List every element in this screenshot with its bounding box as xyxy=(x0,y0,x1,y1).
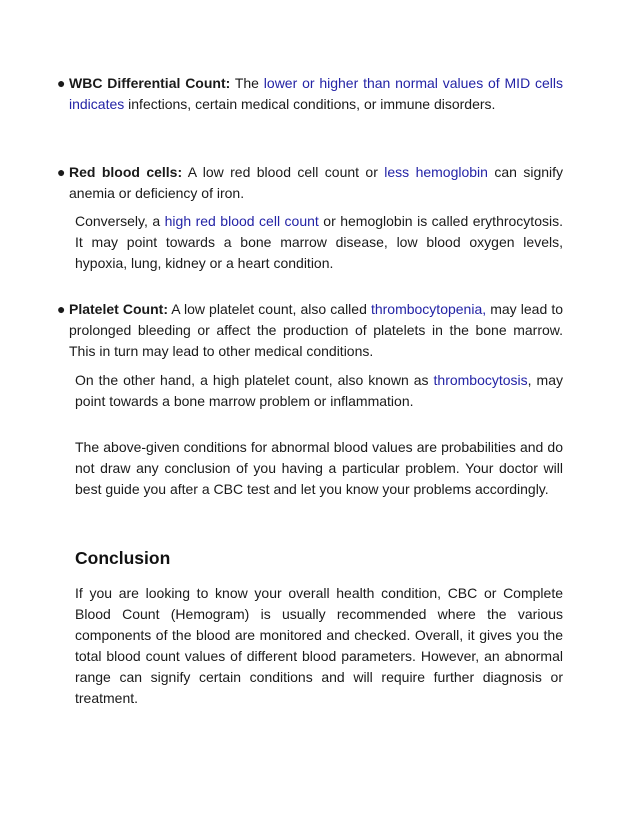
term-label: WBC Differential Count: xyxy=(69,75,231,91)
link-less-hemoglobin[interactable]: less hemoglobin xyxy=(384,164,488,180)
platelet-note-paragraph xyxy=(75,370,563,412)
text-run: can signify anemia or deficiency of iron. xyxy=(69,164,564,201)
text-run: infections, certain medical conditions, or immune disorders. xyxy=(124,96,496,112)
link-mid-cells[interactable]: lower or higher than normal values of MID cells indicates xyxy=(69,75,563,112)
bullet-wbc-differential xyxy=(57,73,563,115)
link-thrombocytosis[interactable]: thrombocytosis xyxy=(433,372,528,388)
text-run: may lead to prolonged bleeding or affect the production of platelets in the bone marrow. This in turn may lead to other medical conditions. xyxy=(69,301,563,359)
text-run: A low red blood cell count or xyxy=(182,164,385,180)
bullet-dot: ● xyxy=(57,75,66,91)
conclusion-paragraph: If you are looking to know your overall health condition, CBC or Complete Blood Count (Hemogram) is usually recommended where the various components of the blood are monitored and checked. Overall, it gives you the total blood count values of different blood parameters. However, an abnormal range can signify certain conditions and will require further diagnosis or treatment. xyxy=(75,585,563,706)
link-thrombocytopenia[interactable]: thrombocytopenia, xyxy=(370,301,487,317)
link-high-rbc-count[interactable]: high red blood cell count xyxy=(164,213,319,229)
disclaimer-paragraph: The above-given conditions for abnormal blood values are probabilities and do not draw any conclusion of you having a particular problem. Your doctor will best guide you after a CBC test and let you know your problems accordingly. xyxy=(75,439,563,497)
bullet-text xyxy=(69,73,563,115)
text-run: A low platelet count, also called xyxy=(167,301,371,317)
rbc-note-paragraph xyxy=(75,211,563,274)
bullet-red-blood-cells xyxy=(57,162,563,204)
text-run: On the other hand, a high platelet count, also known as xyxy=(75,372,434,388)
text-run: or hemoglobin is called erythrocytosis. It may point towards a bone marrow disease, low blood oxygen levels, hypoxia, lung, kidney or a heart condition. xyxy=(75,213,563,271)
text-run: , may point towards a bone marrow problem or inflammation. xyxy=(75,372,564,409)
bullet-dot: ● xyxy=(57,301,66,317)
bullet-text xyxy=(69,299,563,362)
bullet-text xyxy=(69,162,563,204)
text-run: Conversely, a xyxy=(75,213,165,229)
term-label: Platelet Count: xyxy=(69,301,168,317)
term-label: Red blood cells: xyxy=(69,164,183,180)
bullet-platelet-count xyxy=(57,299,563,362)
bullet-dot: ● xyxy=(57,164,66,180)
text-run: The xyxy=(230,75,264,91)
conclusion-heading: Conclusion xyxy=(75,548,171,568)
